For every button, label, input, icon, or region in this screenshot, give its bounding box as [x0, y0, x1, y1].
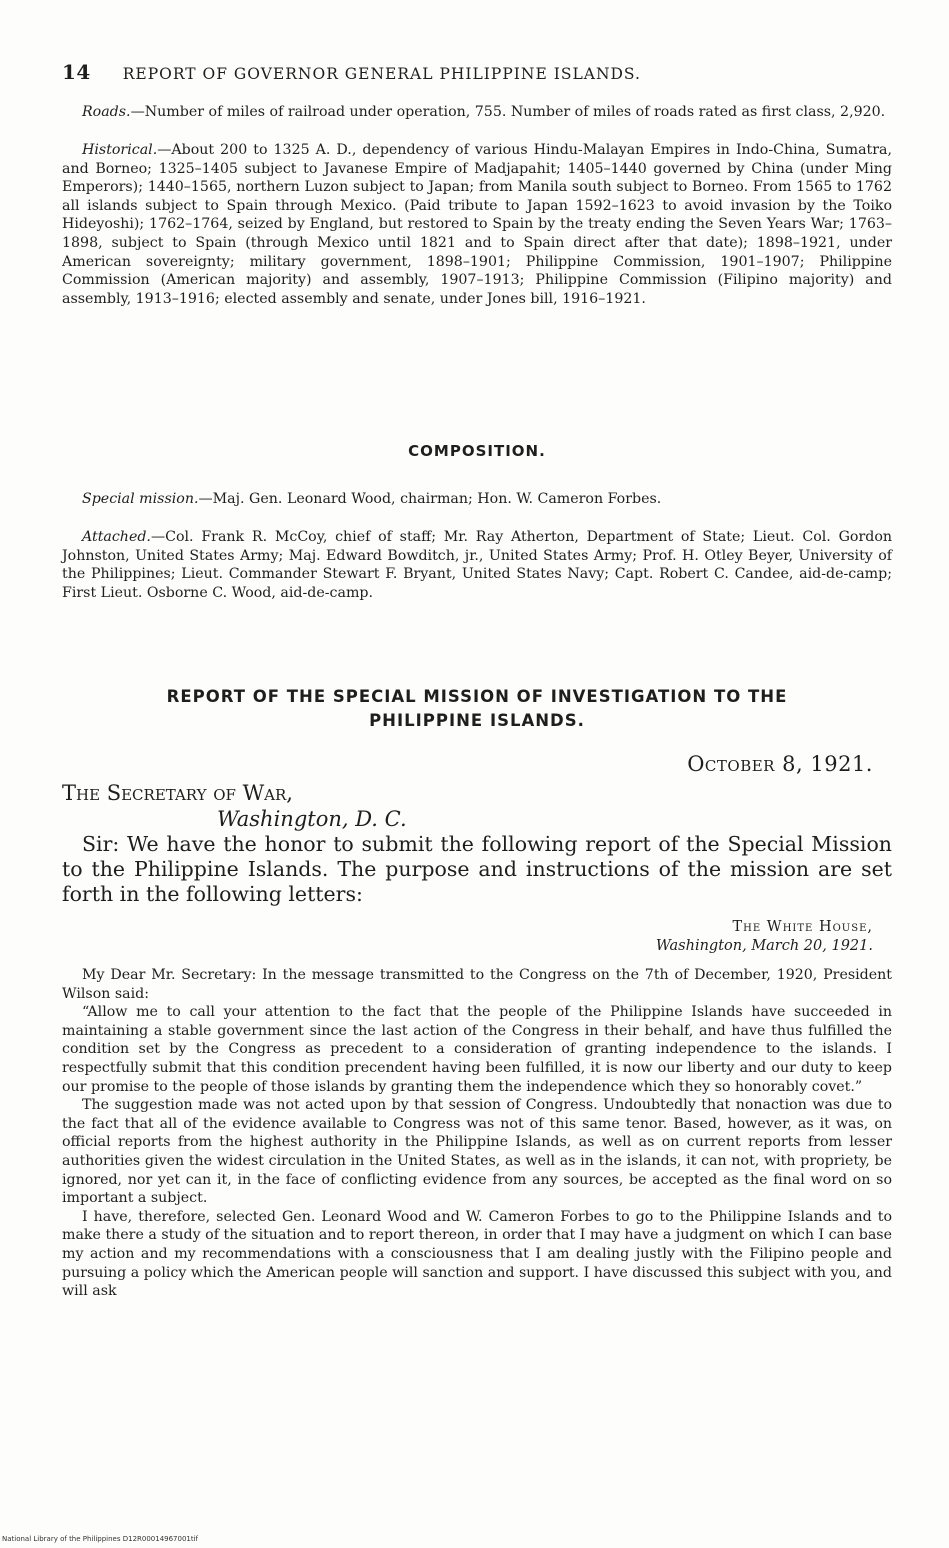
- letterhead: [656, 918, 873, 956]
- salutation: [62, 780, 892, 832]
- report-heading-line2: PHILIPPINE ISLANDS.: [369, 711, 585, 730]
- attached-paragraph: [62, 528, 892, 602]
- historical-paragraph: [62, 141, 892, 308]
- addressee-place: Washington, D. C.: [217, 807, 407, 831]
- special-mission-label: Special mission.: [82, 491, 199, 507]
- report-heading: [62, 685, 892, 733]
- letter-paragraph-3: The suggestion made was not acted upon by that session of Congress. Undoubtedly that nonaction was due to the fact that all of the evidence available to Congress was not of this same tenor. Based, however, as it was, on official reports from the highest authority in the Philippine Islands, as well as on current reports from lesser authorities given the widest circulation in the United States, as well as in the islands, it can not, with propriety, be ignored, nor yet can it, in the face of conflicting evidence from any sources, be accepted as the final word on so important a subject.: [62, 1097, 892, 1207]
- intro-paragraph: [62, 832, 892, 907]
- report-date: October 8, 1921.: [687, 752, 873, 776]
- page-header: [62, 60, 822, 84]
- roads-label: Roads.: [82, 104, 131, 120]
- attached-label: Attached.: [82, 529, 151, 545]
- special-mission-text: —Maj. Gen. Leonard Wood, chairman; Hon. W. Cameron Forbes.: [198, 491, 662, 507]
- page-number: 14: [62, 60, 91, 84]
- scan-footer: National Library of the Philippines D12R00014967001tif: [2, 1535, 199, 1543]
- intro-text: Sir: We have the honor to submit the following report of the Special Mission to the Philippine Islands. The purpose and instructions of the mission are set forth in the following letters:: [62, 832, 892, 906]
- addressee: The Secretary of War,: [62, 781, 293, 805]
- letterhead-sender: The White House,: [732, 919, 873, 935]
- letter-paragraph-4: I have, therefore, selected Gen. Leonard Wood and W. Cameron Forbes to go to the Philippine Islands and to make there a study of the situation and to report thereon, in order that I may have a judgment on which I can base my action and my recommendations with a consciousness that I am dealing justly with the Filipino people and pursuing a policy which the American people will sanction and support. I have discussed this subject with you, and will ask: [62, 1208, 892, 1300]
- special-mission-paragraph: [62, 490, 892, 509]
- composition-heading: COMPOSITION.: [408, 442, 546, 460]
- letterhead-place-date: Washington, March 20, 1921.: [655, 938, 873, 954]
- attached-text: —Col. Frank R. McCoy, chief of staff; Mr. Ray Atherton, Department of State; Lieut. Col. Gordon Johnston, United States Army; Maj. Edward Bowditch, jr., United States Army; Prof. H. Otley Beyer, University of the Philippines; Lieut. Commander Stewart F. Bryant, United States Navy; Capt. Robert C. Candee, aid-de-camp; First Lieut. Osborne C. Wood, aid-de-camp.: [62, 529, 892, 601]
- letter-paragraph-1: My Dear Mr. Secretary: In the message transmitted to the Congress on the 7th of December, 1920, President Wilson said:: [62, 967, 892, 1002]
- letter-body: [62, 966, 892, 1301]
- report-heading-line1: REPORT OF THE SPECIAL MISSION OF INVESTIGATION TO THE: [166, 687, 788, 706]
- historical-text: —About 200 to 1325 A. D., dependency of various Hindu-Malayan Empires in Indo-China, Sumatra, and Borneo; 1325–1405 subject to Javanese Empire of Madjapahit; 1405–1440 governed by China (under Ming Emperors); 1440–1565, northern Luzon subject to Japan; from Manila south subject to Borneo. From 1565 to 1762 all islands subject to Spain through Mexico. (Paid tribute to Japan 1592–1623 to avoid invasion by the Toiko Hideyoshi); 1762–1764, seized by England, but restored to Spain by the treaty ending the Seven Years War; 1763–1898, subject to Spain (through Mexico until 1821 and to Spain direct after that date); 1898–1921, under American sovereignty; military government, 1898–1901; Philippine Commission, 1901–1907; Philippine Commission (American majority) and assembly, 1907–1913; Philippine Commission (Filipino majority) and assembly, 1913–1916; elected assembly and senate, under Jones bill, 1916–1921.: [62, 142, 892, 307]
- roads-text: —Number of miles of railroad under operation, 755. Number of miles of roads rated as first class, 2,920.: [130, 104, 886, 120]
- roads-paragraph: [62, 103, 892, 122]
- running-title: REPORT OF GOVERNOR GENERAL PHILIPPINE ISLANDS.: [122, 65, 641, 83]
- letter-paragraph-2: “Allow me to call your attention to the fact that the people of the Philippine Islands have succeeded in maintaining a stable government since the last action of the Congress in their behalf, and have thus fulfilled the condition set by the Congress as precedent to a consideration of granting independence to the islands. I respectfully submit that this condition precendent having been fulfilled, it is now our liberty and our duty to keep our promise to the people of those islands by granting them the independence which they so honorably covet.”: [62, 1004, 892, 1095]
- historical-label: Historical.: [82, 142, 158, 158]
